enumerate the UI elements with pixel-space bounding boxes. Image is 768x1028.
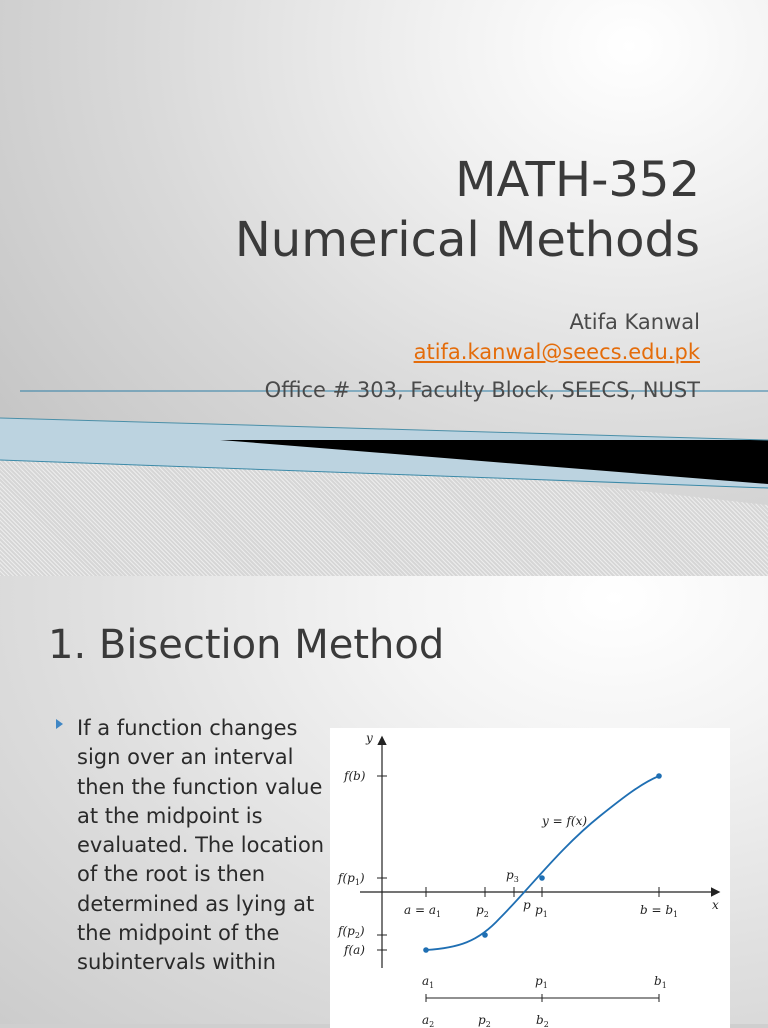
email-link[interactable]: atifa.kanwal@seecs.edu.pk <box>413 340 700 364</box>
label-p: p <box>523 898 531 912</box>
point-p2 <box>482 932 488 938</box>
label-b-eq-b1: $b = b_1$ <box>640 903 679 919</box>
slide-title: 1. Bisection Method <box>48 622 445 668</box>
point-b <box>656 773 662 779</box>
author-name: Atifa Kanwal <box>569 310 700 334</box>
row2-label-p2: $p_2$ <box>478 1013 491 1028</box>
row1-label-b1: $b_1$ <box>654 974 667 990</box>
content-slide <box>0 576 768 1028</box>
label-a-eq-a1: $a = a_1$ <box>404 903 442 919</box>
row1-label-p1: $p_1$ <box>535 974 548 990</box>
label-p1: $p_1$ <box>535 903 548 919</box>
y-axis-label: y <box>366 731 373 745</box>
bullet-arrow-icon <box>56 719 63 729</box>
point-a <box>423 947 429 953</box>
row1-label-a1: $a_1$ <box>422 974 435 990</box>
bullet-item <box>56 714 331 978</box>
course-code: MATH-352 <box>455 152 700 208</box>
row2-label-b2: $b_2$ <box>536 1013 549 1028</box>
function-curve <box>426 776 659 950</box>
label-fp2: $f(p_2)$ <box>338 924 365 940</box>
label-fa: f(a) <box>344 943 365 957</box>
label-p2: $p_2$ <box>476 903 489 919</box>
bisection-figure <box>330 728 730 1028</box>
course-name: Numerical Methods <box>234 212 700 268</box>
course-title <box>235 150 700 270</box>
row2-label-a2: $a_2$ <box>422 1013 435 1028</box>
curve-label: y = f(x) <box>542 814 588 828</box>
office-location: Office # 303, Faculty Block, SEECS, NUST <box>264 378 700 402</box>
label-fp1: $f(p_1)$ <box>338 871 365 887</box>
bullet-text: If a function changes sign over an interval then the function value at the midpoint is evaluated. The location of the root is then determined as lying at the midpoint of the subintervals within <box>77 716 325 975</box>
label-fb: f(b) <box>344 769 366 783</box>
label-p3: $p_3$ <box>506 868 519 884</box>
x-axis-label: x <box>712 898 719 912</box>
bisection-diagram <box>330 728 730 1028</box>
point-p1 <box>539 875 545 881</box>
